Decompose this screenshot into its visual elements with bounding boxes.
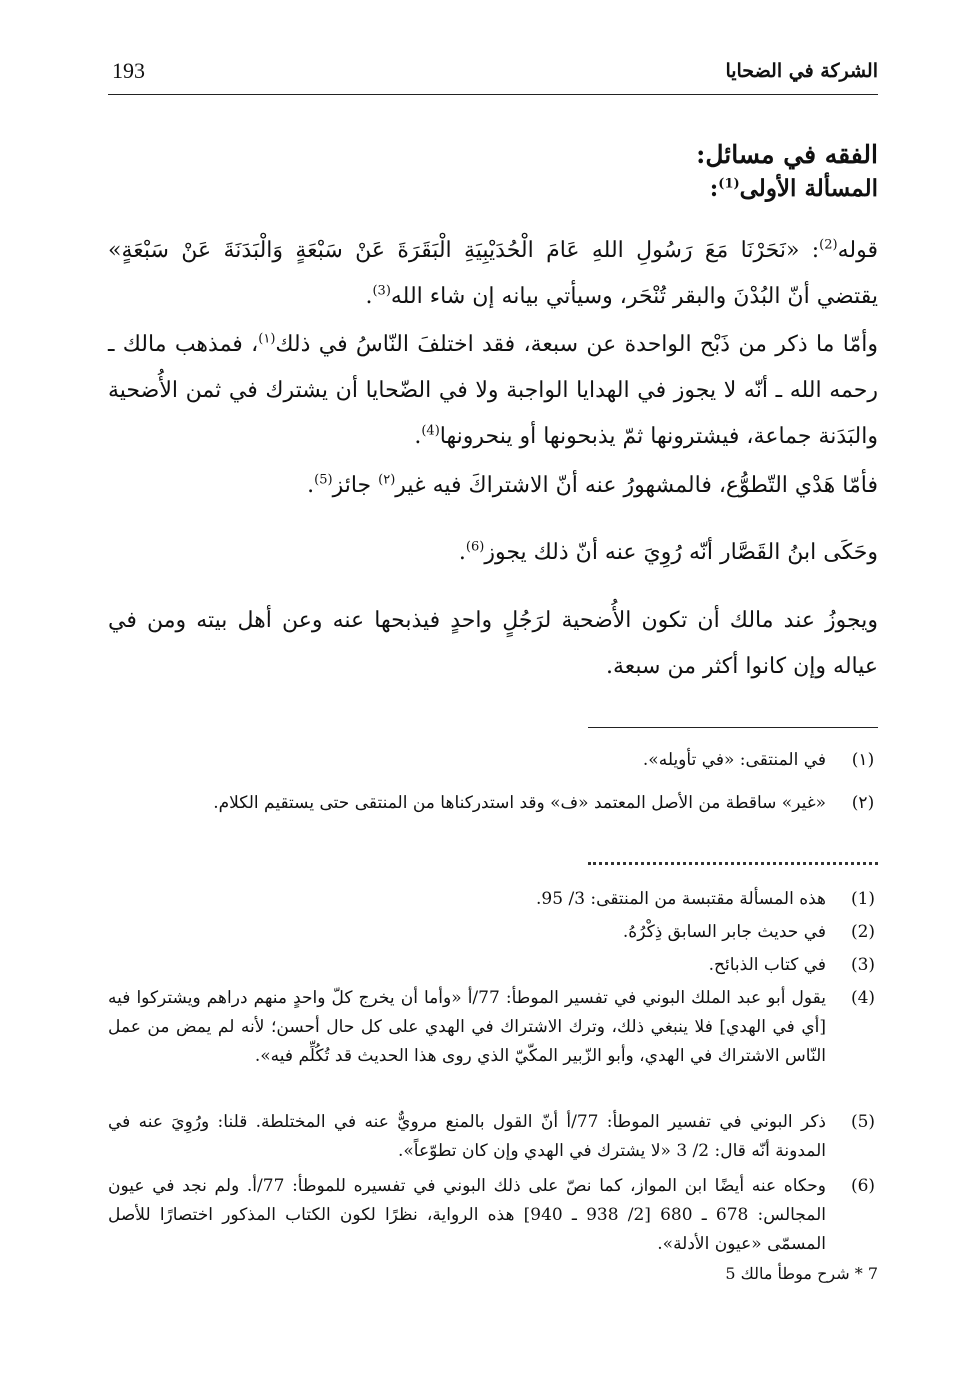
paragraph-3 [108, 463, 878, 509]
footnote-text: «غير» ساقطة من الأصل المعتمد «ف» وقد استدركناها من المنتقى حتى يستقيم الكلام. [213, 793, 826, 813]
paragraph-2 [108, 322, 878, 460]
footnote-text: في المنتقى: «في تأويله». [642, 750, 826, 770]
running-title: الشركة في الضحايا [725, 60, 878, 82]
section-heading: الفقه في مسائل: [696, 140, 878, 169]
footnote-text: في كتاب الذبائح. [708, 955, 826, 975]
paragraph-text: . [414, 424, 422, 449]
footnote-number: (٢) [851, 793, 875, 813]
issue-heading-colon: : [709, 175, 719, 202]
footnote-number: (4) [850, 988, 876, 1008]
signature-mark: 7 * شرح موطأ مالك 5 [725, 1264, 878, 1283]
footnote-ref: (٢) [378, 472, 396, 488]
footnote-ref: (١) [258, 331, 276, 347]
page-number: 193 [112, 58, 145, 83]
paragraph-5: ويجوزُ عند مالك أن تكون الأُضحية لرَجُلٍ واحدٍ فيذبحها عنه وعن أهل بيته ومن في عياله وإن كانوا أكثر من سبعة. [108, 608, 878, 679]
page-header [108, 56, 878, 95]
issue-heading-text: المسألة الأولى [739, 175, 878, 202]
footnote-text: ذكر البوني في تفسير الموطأ: 77/أ أنّ القول بالمنع مرويٌّ عنه في المختلطة. قلنا: ورُوِيَ عنه في المدونة أنّه قال: 2/ 3 «لا يشترك في الهدي وإن كان تطوّعاً». [108, 1112, 827, 1161]
paragraph-text: . [458, 540, 466, 565]
dotted-separator [588, 862, 878, 865]
footnote [108, 918, 878, 947]
paragraph-text: . [307, 473, 315, 498]
footnote-number: (6) [850, 1176, 876, 1196]
footnote-number: (١) [851, 750, 875, 770]
footnote-number: (5) [850, 1112, 876, 1132]
footnote-separator [588, 727, 878, 728]
paragraph-text: جائز [332, 473, 379, 498]
paragraph-text: ، فمذهب مالك ـ رحمه الله ـ أنّه لا يجوز في الهدايا الواجبة ولا في الضّحايا أن يشترك في ثمن الأُضحية والبَدَنة جماعة، فيشترونها ثمّ يذبحونها أو ينحرونها [108, 332, 878, 449]
footnote-ref: (5) [314, 472, 333, 488]
apparatus-footnote [108, 789, 878, 818]
paragraph-1 [108, 228, 878, 320]
footnote-number: (3) [850, 955, 876, 975]
footnote [108, 951, 878, 980]
footnote-text: وحكاه عنه أيضًا ابن المواز، كما نصّ على ذلك البوني في تفسيره للموطأ: 77/أ. ولم نجد في عيون المجالس: 678 ـ 680 [2/ 938 ـ 940] هذه الرواية، نظرًا لكون الكتاب المذكور اختصارًا للأصل المسمّى «عيون الأدلة». [108, 1176, 827, 1254]
paragraph-text: فأمّا هَدْي التّطوُّع، فالمشهورُ عنه أنّ الاشتراكَ فيه غير [395, 473, 878, 498]
paragraph-text: قوله [837, 238, 878, 263]
footnote-text: يقول أبو عبد الملك البوني في تفسير الموطأ: 77/أ «وأما أن يخرج كلّ واحدٍ منهم دراهم ويشتركوا فيه [أي في الهدي] فلا ينبغي ذلك، وترك الاشتراك في الهدي على كل حال أحسن؛ لأنه لم يمض من عمل النّاس الاشتراك في الهدي، وأبو الزّبير المكّيّ الذي روى هذا الحديث قد تُكُلِّم فيه». [108, 988, 826, 1066]
footnote-ref: (4) [421, 423, 440, 439]
footnote [108, 885, 878, 914]
footnote [108, 984, 878, 1071]
footnote [108, 1108, 878, 1166]
issue-heading [710, 175, 878, 202]
footnote-ref: (3) [372, 283, 391, 299]
paragraph-text: وحَكَى ابنُ القَصَّار أنّه رُوِيَ عنه أنّ ذلك يجوز [484, 540, 878, 565]
footnote-number: (1) [850, 889, 876, 909]
paragraph-text: : «نَحَرْنَا مَعَ رَسُولِ اللهِ عَامَ الْحُدَيْبِيَةِ الْبَقَرَةَ عَنْ سَبْعَةٍ وَالْبَدَنَةَ عَنْ سَبْعَةٍ» يقتضي أنّ البُدْنَ والبقر تُنْحَر، وسيأتي بيانه إن شاء الله [108, 238, 878, 309]
footnote-text: هذه المسألة مقتبسة من المنتقى: 3/ 95. [536, 889, 826, 909]
paragraph-text: . [365, 284, 373, 309]
footnote-ref: (2) [819, 237, 838, 253]
footnote-number: (2) [850, 922, 876, 942]
paragraph-text: وأمّا ما ذكر من ذَبْح الواحدة عن سبعة، فقد اختلفَ النّاسُ في ذلك [275, 332, 878, 357]
paragraph-4 [108, 530, 878, 576]
footnote [108, 1172, 878, 1259]
footnote-text: في حديث جابر السابق ذِكْرُهُ. [622, 922, 826, 942]
footnote-ref: (1) [718, 176, 740, 192]
footnote-ref: (6) [465, 539, 485, 555]
apparatus-footnote [108, 746, 878, 775]
